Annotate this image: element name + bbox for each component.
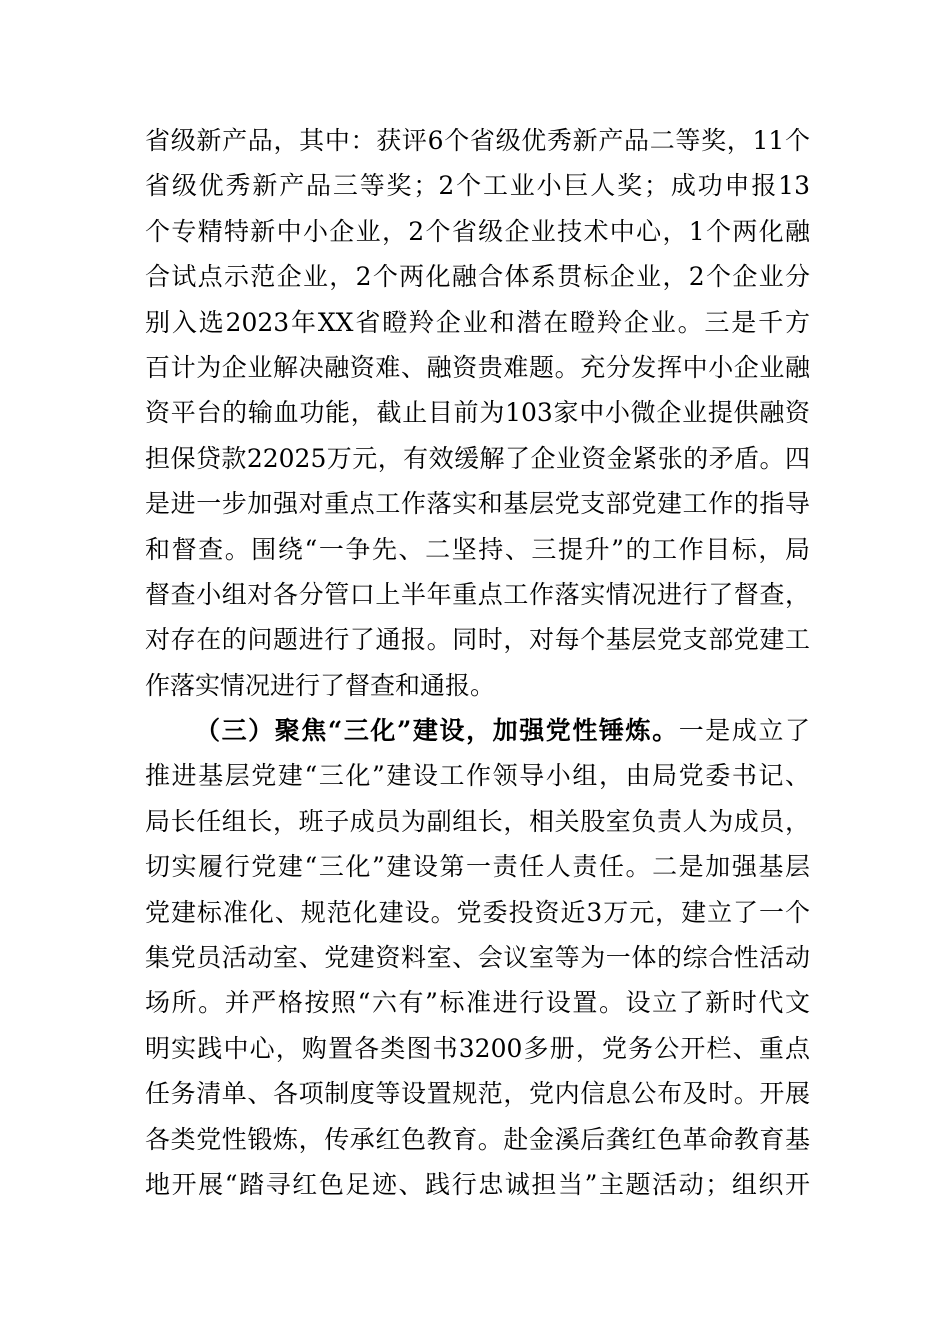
paragraph-2-line-10: 各类党性锻炼，传承红色教育。赴金溪后龚红色革命教育基	[145, 1124, 810, 1154]
paragraph-2-line-3: 局长任组长，班子成员为副组长，相关股室负责人为成员，	[145, 806, 810, 836]
section-heading: （三）聚焦“三化”建设，加强党性锤炼。	[195, 716, 679, 746]
paragraph-1-line-8: 担保贷款22025万元，有效缓解了企业资金紧张的矛盾。四	[145, 443, 810, 473]
document-body	[145, 118, 810, 1207]
paragraph-1-line-7: 资平台的输血功能，截止目前为103家中小微企业提供融资	[145, 398, 810, 428]
paragraph-1-line-5: 别入选2023年XX省瞪羚企业和潜在瞪羚企业。三是千方	[145, 307, 810, 337]
paragraph-1-line-11: 督查小组对各分管口上半年重点工作落实情况进行了督查，	[145, 579, 810, 609]
paragraph-2-line-6: 集党员活动室、党建资料室、会议室等为一体的综合性活动	[145, 943, 810, 973]
paragraph-2-line-11: 地开展“踏寻红色足迹、践行忠诚担当”主题活动；组织开	[145, 1169, 810, 1199]
paragraph-2-line-9: 任务清单、各项制度等设置规范，党内信息公布及时。开展	[145, 1079, 810, 1109]
paragraph-1-line-2: 省级优秀新产品三等奖；2个工业小巨人奖；成功申报13	[145, 171, 810, 201]
paragraph-1-line-4: 合试点示范企业，2个两化融合体系贯标企业，2个企业分	[145, 262, 810, 292]
paragraph-2-line-7: 场所。并严格按照“六有”标准进行设置。设立了新时代文	[145, 988, 810, 1018]
paragraph-1-line-6: 百计为企业解决融资难、融资贵难题。充分发挥中小企业融	[145, 352, 810, 382]
paragraph-1-line-12: 对存在的问题进行了通报。同时，对每个基层党支部党建工	[145, 625, 810, 655]
paragraph-2-first-line	[145, 708, 810, 753]
paragraph-1-line-13: 作落实情况进行了督查和通报。	[145, 670, 496, 700]
paragraph-2-first-line-text: 一是成立了	[678, 716, 810, 746]
paragraph-2-line-5: 党建标准化、规范化建设。党委投资近3万元，建立了一个	[145, 897, 810, 927]
paragraph-2-line-4: 切实履行党建“三化”建设第一责任人责任。二是加强基层	[145, 852, 810, 882]
paragraph-2-line-8: 明实践中心，购置各类图书3200多册，党务公开栏、重点	[145, 1033, 810, 1063]
paragraph-1-line-3: 个专精特新中小企业，2个省级企业技术中心，1个两化融	[145, 216, 810, 246]
paragraph-1-line-9: 是进一步加强对重点工作落实和基层党支部党建工作的指导	[145, 489, 810, 519]
paragraph-1-line-10: 和督查。围绕“一争先、二坚持、三提升”的工作目标，局	[145, 534, 810, 564]
paragraph-1-line-1: 省级新产品，其中：获评6个省级优秀新产品二等奖，11个	[145, 126, 810, 155]
paragraph-2-line-2: 推进基层党建“三化”建设工作领导小组，由局党委书记、	[145, 761, 810, 791]
